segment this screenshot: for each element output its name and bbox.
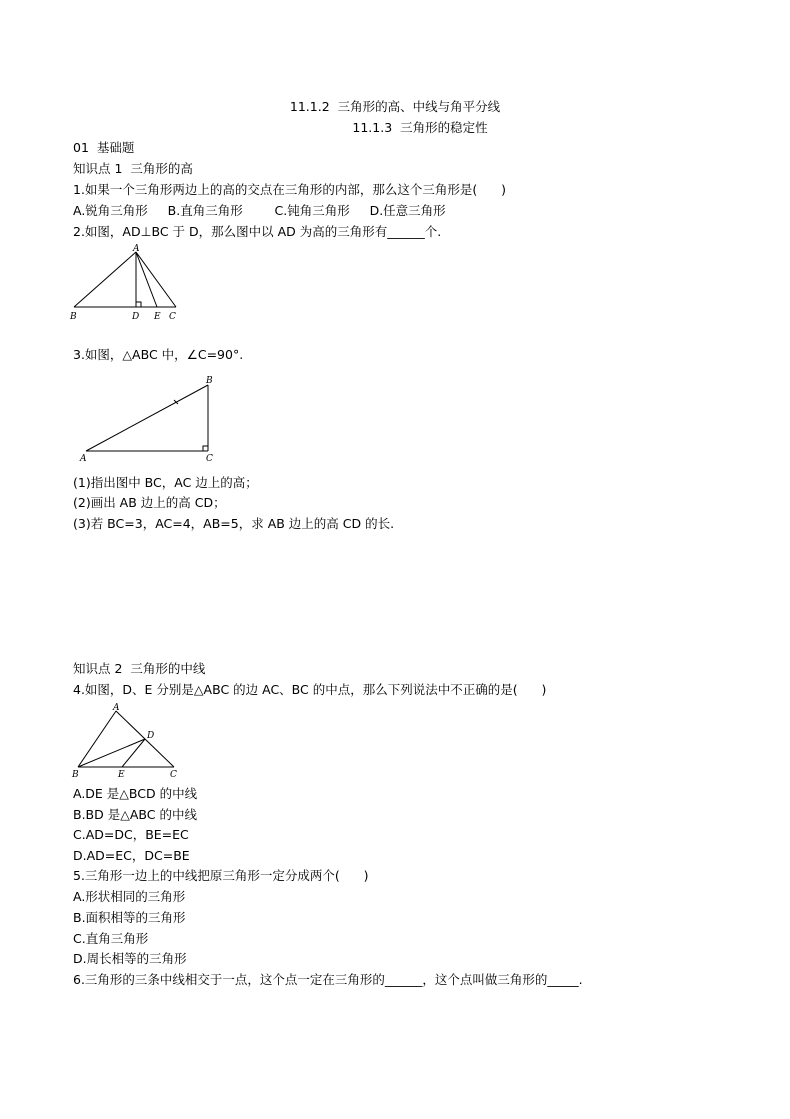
label-a: A xyxy=(133,244,140,254)
question-1: 1.如果一个三角形两边上的高的交点在三角形的内部，那么这个三角形是( ) xyxy=(73,182,507,197)
label-a: A xyxy=(113,703,120,713)
label-d: D xyxy=(147,731,155,741)
question-1-options: A.锐角三角形 B.直角三角形 C.钝角三角形 D.任意三角形 xyxy=(73,203,446,218)
question-3-part-2: (2)画出 AB 边上的高 CD； xyxy=(73,495,226,510)
figure-median-triangle xyxy=(68,701,188,781)
knowledge-point-1: 知识点 1 三角形的高 xyxy=(73,161,193,176)
segment-de xyxy=(122,739,145,767)
title-line-1: 11.1.2 三角形的高、中线与角平分线 xyxy=(289,99,501,114)
question-4-option-c: C.AD=DC，BE=EC xyxy=(73,827,189,842)
right-angle-mark xyxy=(136,302,141,307)
label-b: B xyxy=(206,376,213,386)
question-3-part-1: (1)指出图中 BC，AC 边上的高； xyxy=(73,475,258,490)
question-3-part-3: (3)若 BC=3，AC=4，AB=5，求 AB 边上的高 CD 的长. xyxy=(73,516,395,531)
section-heading: 01 基础题 xyxy=(73,140,135,155)
question-3: 3.如图，△ABC 中，∠C=90°. xyxy=(73,347,244,362)
label-a: A xyxy=(80,454,87,464)
question-4-option-d: D.AD=EC，DC=BE xyxy=(73,848,190,863)
label-c: C xyxy=(170,770,177,780)
question-5-option-a: A.形状相同的三角形 xyxy=(73,889,186,904)
question-5-option-c: C.直角三角形 xyxy=(73,931,149,946)
question-4-option-a: A.DE 是△BCD 的中线 xyxy=(73,786,198,801)
knowledge-point-2: 知识点 2 三角形的中线 xyxy=(73,661,206,676)
question-5-option-b: B.面积相等的三角形 xyxy=(73,910,186,925)
label-e: E xyxy=(154,312,161,322)
figure-right-triangle xyxy=(78,375,223,465)
label-b: B xyxy=(72,770,79,780)
side-ab xyxy=(74,252,136,307)
label-e: E xyxy=(118,770,125,780)
side-ac xyxy=(136,252,176,307)
right-angle-mark xyxy=(203,446,208,451)
question-4-option-b: B.BD 是△ABC 的中线 xyxy=(73,807,197,822)
question-4: 4.如图，D、E 分别是△ABC 的边 AC、BC 的中点，那么下列说法中不正确的是( ) xyxy=(73,682,547,697)
label-b: B xyxy=(70,312,77,322)
question-5-option-d: D.周长相等的三角形 xyxy=(73,951,187,966)
question-5: 5.三角形一边上的中线把原三角形一定分成两个( ) xyxy=(73,868,369,883)
segment-ae xyxy=(136,252,157,307)
title-line-2: 11.1.3 三角形的稳定性 xyxy=(352,120,488,135)
side-ab xyxy=(86,385,208,451)
question-2: 2.如图，AD⊥BC 于 D，那么图中以 AD 为高的三角形有______个. xyxy=(73,224,442,239)
figure-altitude-triangle xyxy=(66,244,186,326)
label-d: D xyxy=(132,312,140,322)
question-6: 6.三角形的三条中线相交于一点，这个点一定在三角形的______，这个点叫做三角形的_____. xyxy=(73,972,583,987)
label-c: C xyxy=(169,312,176,322)
label-c: C xyxy=(206,454,213,464)
